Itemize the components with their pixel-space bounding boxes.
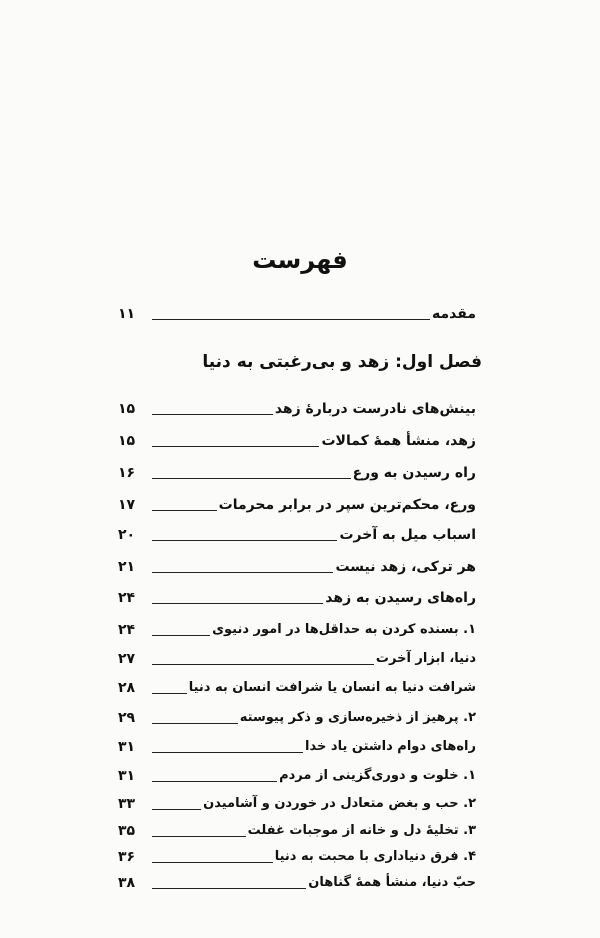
- toc-entry: [118, 706, 476, 728]
- leader-line: [152, 572, 333, 573]
- entry-page: ۳۳: [118, 796, 136, 812]
- toc-entry: [118, 792, 476, 814]
- toc-entry: [118, 647, 476, 669]
- leader-line: [152, 752, 303, 753]
- leader-line: [152, 478, 351, 479]
- entry-label: راه‌های دوام داشتن یاد خدا: [305, 739, 476, 754]
- leader-line: [152, 319, 430, 320]
- leader-line: [152, 540, 337, 541]
- entry-page: ۱۵: [118, 433, 136, 449]
- leader-line: [152, 723, 238, 724]
- entry-page: ۲۸: [118, 680, 136, 696]
- entry-label: ۲. پرهیز از ذخیره‌سازی و ذکر پیوسته: [239, 710, 476, 725]
- leader-line: [152, 635, 210, 636]
- toc-entry: [118, 735, 476, 757]
- chapter-heading: فصل اول: زهد و بی‌رغبتی به دنیا: [202, 352, 482, 372]
- leader-line: [152, 836, 246, 837]
- toc-entry: [118, 845, 476, 867]
- entry-page: ۱۱: [118, 306, 136, 322]
- leader-line: [152, 510, 217, 511]
- entry-label: مقدمه: [432, 306, 476, 322]
- entry-label: ۲. حب و بغض متعادل در خوردن و آشامیدن: [203, 796, 476, 811]
- leader-line: [152, 693, 187, 694]
- entry-label: حبّ دنیا، منشأ همهٔ گناهان: [308, 875, 476, 890]
- toc-entry: [118, 397, 476, 419]
- toc-entry: [118, 764, 476, 786]
- entry-page: ۳۱: [118, 739, 136, 755]
- toc-entry: [118, 586, 476, 608]
- toc-entry: [118, 618, 476, 640]
- toc-entry: [118, 555, 476, 577]
- toc-entry: [118, 523, 476, 545]
- entry-label: شرافت دنیا به انسان یا شرافت انسان به دنیا: [188, 680, 476, 695]
- entry-page: ۳۵: [118, 823, 136, 839]
- entry-page: ۲۱: [118, 559, 136, 575]
- toc-entry: [118, 429, 476, 451]
- toc-entry: [118, 871, 476, 893]
- entry-page: ۱۶: [118, 465, 136, 481]
- entry-page: ۳۱: [118, 768, 136, 784]
- entry-label: هر ترکی، زهد نیست: [335, 559, 476, 575]
- leader-line: [152, 414, 273, 415]
- leader-line: [152, 888, 306, 889]
- leader-line: [152, 446, 319, 447]
- entry-page: ۳۶: [118, 849, 136, 865]
- entry-label: اسباب میل به آخرت: [339, 527, 476, 543]
- entry-label: ۱. بسنده کردن به حداقل‌ها در امور دنیوی: [212, 622, 476, 637]
- leader-line: [152, 664, 374, 665]
- toc-entry: [118, 493, 476, 515]
- entry-page: ۱۷: [118, 497, 136, 513]
- entry-label: راه‌های رسیدن به زهد: [325, 590, 476, 606]
- entry-label: ورع، محکم‌ترین سپر در برابر محرمات: [218, 497, 476, 513]
- entry-page: ۲۰: [118, 527, 136, 543]
- entry-label: ۱. خلوت و دوری‌گزینی از مردم: [279, 768, 476, 783]
- entry-page: ۲۴: [118, 622, 136, 638]
- toc-title: فهرست: [252, 246, 348, 274]
- entry-label: زهد، منشأ همهٔ کمالات: [321, 433, 476, 449]
- leader-line: [152, 603, 323, 604]
- entry-label: راه رسیدن به ورع: [352, 465, 476, 481]
- entry-page: ۲۷: [118, 651, 136, 667]
- entry-label: ۴. فرق دنیاداری با محبت به دنیا: [274, 849, 476, 864]
- entry-page: ۲۴: [118, 590, 136, 606]
- entry-page: ۳۸: [118, 875, 136, 891]
- leader-line: [152, 809, 201, 810]
- entry-label: دنیا، ابزار آخرت: [375, 651, 476, 666]
- entry-page: ۱۵: [118, 401, 136, 417]
- leader-line: [152, 781, 277, 782]
- entry-label: بینش‌های نادرست دربارهٔ زهد: [274, 401, 476, 417]
- toc-entry-intro: [118, 302, 476, 324]
- entry-label: ۳. تخلیهٔ دل و خانه از موجبات غفلت: [247, 823, 476, 838]
- toc-entry: [118, 676, 476, 698]
- leader-line: [152, 862, 273, 863]
- toc-entry: [118, 819, 476, 841]
- entry-page: ۲۹: [118, 710, 136, 726]
- toc-entry: [118, 461, 476, 483]
